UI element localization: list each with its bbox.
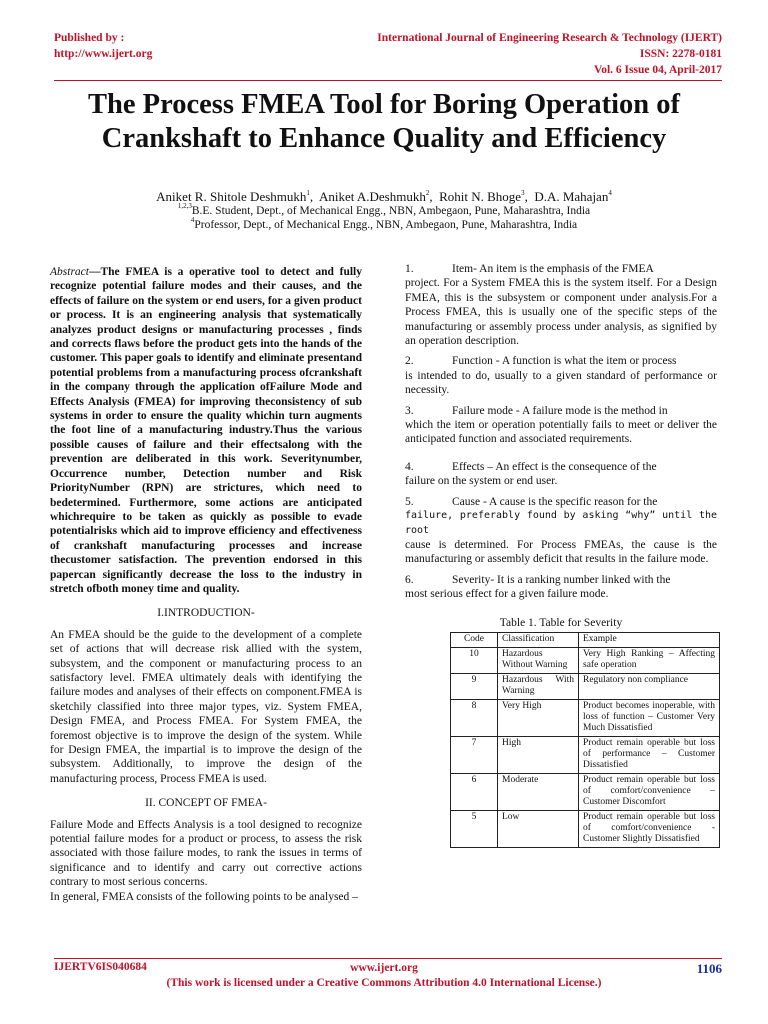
list-number: 6.: [405, 573, 414, 586]
severity-table: [450, 632, 720, 848]
table-cell-example: Product becomes inoperable, with loss of function – Customer Very Much Dissatisfied: [579, 699, 720, 736]
list-number: 1.: [405, 263, 414, 275]
list-number: 2.: [405, 355, 414, 368]
list-item-text: is intended to do, usually to a given standard of performance or necessity.: [405, 369, 717, 397]
table-cell-classification: Low: [498, 810, 579, 847]
published-by-label: Published by :: [54, 32, 125, 44]
author-sup: 3: [521, 188, 525, 197]
author-name: D.A. Mahajan: [534, 189, 609, 204]
list-item-text: which the item or operation potentially fails to meet or deliver the anticipated function and associated requirements.: [405, 419, 717, 446]
table-cell-example: Product remain operable but loss of comfort/convenience - Customer Slightly Dissatisfied: [579, 810, 720, 847]
table-header-cell: Code: [451, 632, 498, 647]
author-sup: 2: [425, 188, 430, 197]
page-number: 1106: [696, 961, 722, 976]
right-column: [405, 262, 717, 848]
list-number: 5.: [405, 495, 414, 508]
paper-title: [30, 88, 738, 156]
table-row: [451, 673, 720, 699]
list-item-severity: [405, 573, 717, 602]
abstract-text: —The FMEA is a operative tool to detect and fully recognize potential failure modes and their causes, and the effects of failure on the system or end users, for a given product or process. It is an engineering analysis that systematically analyzes product designs or manufacturing processes , finds and corrects flaws before the product gets into the hands of the customer. This paper goals to identify and eliminate presentand potential problems from a manufacturing process ofcrankshaft in the company through the application ofFailure Mode and Effects Analysis (FMEA) for improving theconsistency of sub systems in order to ensure the quality whichin turn augments the foot line of a manufacturing industry.Thus the various possible causes of failure and their effectsalong with the prevention are deliberated in this work. Severitynumber, Occurrence number, Detection number and Risk PriorityNumber (RPN) are strictures, which need to bedetermined. Furthermore, some actions are anticipated whichrequire to be taken as quickly as possible to evade potentialrisks which aid to improve efficiency and effectiveness of crankshaft manufacturing processes and increase thecustomer satisfaction. The prevention endorsed in this papercan significantly decrease the loss to the industry in stretch ofboth money time and quality.: [50, 266, 362, 595]
table-cell-classification: Very High: [498, 699, 579, 736]
list-number: 4.: [405, 460, 414, 473]
table-cell-example: Product remain operable but loss of comfort/convenience – Customer Discomfort: [579, 773, 720, 810]
author-name: Aniket A.Deshmukh: [318, 189, 426, 204]
table-cell-classification: Hazardous With Warning: [498, 673, 579, 699]
author-name: Aniket R. Shitole Deshmukh: [156, 189, 307, 204]
journal-header-left: [54, 30, 152, 62]
list-item-text: cause is determined. For Process FMEAs, the cause is the manufacturing or assembly deficit that results in the failure mode.: [405, 538, 717, 566]
list-item-first-line: Failure mode - A failure mode is the method in: [452, 404, 668, 417]
volume-issue-text: Vol. 6 Issue 04, April-2017: [593, 64, 722, 76]
table-cell-code: 7: [451, 736, 498, 773]
concept-points-intro: In general, FMEA consists of the following points to be analysed –: [50, 890, 358, 903]
table-cell-code: 8: [451, 699, 498, 736]
list-item-failure-mode: [405, 404, 717, 447]
paper-id: IJERTV6IS040684: [54, 961, 147, 973]
author-name: Rohit N. Bhoge: [439, 189, 522, 204]
list-item-text: project. For a System FMEA this is the system itself. For a Design FMEA, this is the subsystem or component under analysis.For a Process FMEA, this is usually one of the specific steps of the manufacturing or assembly process under analysis, as signified by an operation description.: [405, 277, 717, 348]
table-cell-code: 6: [451, 773, 498, 810]
list-item-text-mono: failure, preferably found by asking “why” until the root: [405, 510, 717, 536]
author-sup: 4: [608, 188, 612, 197]
abstract-lead: Abstract: [50, 266, 89, 278]
table-cell-code: 5: [451, 810, 498, 847]
table-cell-code: 9: [451, 673, 498, 699]
license-text: (This work is licensed under a Creative Commons Attribution 4.0 International License.): [166, 977, 602, 989]
table-row: [451, 699, 720, 736]
author-list: Aniket R. Shitole Deshmukh$^1$, Aniket A.Deshmukh$^2$, Rohit N. Bhoge$^3$, D.A. Mahajan$^4$: [156, 188, 612, 204]
concept-paragraph: Failure Mode and Effects Analysis is a tool designed to recognize potential failure modes for a product or process, to assess the risk associated with those failure modes, to rank the issues in terms of significance and to identify and carry out corrective actions contrary to most serious concerns.: [50, 818, 362, 889]
issn-text: ISSN: 2278-0181: [639, 48, 722, 60]
list-item-first-line: Severity- It is a ranking number linked with the: [452, 573, 671, 586]
title-line-1: The Process FMEA Tool for Boring Operation of: [88, 89, 680, 120]
footer-url-link[interactable]: www.ijert.org: [350, 962, 418, 974]
list-item-text: most serious effect for a given failure mode.: [405, 588, 609, 601]
table-cell-classification: Hazardous Without Warning: [498, 647, 579, 673]
table-header-cell: Example: [579, 632, 720, 647]
abstract: [50, 265, 362, 596]
affiliation-text: Professor, Dept., of Mechanical Engg., NBN, Ambegaon, Pune, Maharashtra, India: [194, 219, 578, 231]
affiliation-text: B.E. Student, Dept., of Mechanical Engg., NBN, Ambegaon, Pune, Maharashtra, India: [191, 205, 591, 217]
list-item-function: [405, 354, 717, 397]
author-sup: 1: [306, 188, 310, 197]
list-item-cause: [405, 495, 717, 567]
journal-header-right: [377, 30, 722, 78]
table-caption: Table 1. Table for Severity: [499, 616, 623, 629]
section-heading-introduction: I.INTRODUCTION-: [157, 607, 255, 620]
table-cell-example: Very High Ranking – Affecting safe operation: [579, 647, 720, 673]
list-item-first-line: Function - A function is what the item or process: [452, 355, 677, 368]
section-heading-concept: II. CONCEPT OF FMEA-: [145, 797, 267, 810]
journal-name: International Journal of Engineering Research & Technology (IJERT): [377, 32, 722, 44]
affiliation-students: [0, 202, 768, 218]
affiliation-sup: 1,2,3: [177, 202, 192, 211]
table-cell-example: Regulatory non compliance: [579, 673, 720, 699]
affiliation-professor: [0, 216, 768, 232]
list-item-effects: [405, 460, 717, 489]
introduction-paragraph: An FMEA should be the guide to the development of a complete set of actions that will decrease risk allied with the system, subsystem, and the component or manufacturing process to an satisfactory level. FMEA ultimately deals with identifying the failure modes and analyses of their effects on component.FMEA is sketchily classified into three major types, viz. System FMEA, Design FMEA, and Process FMEA. For System FMEA, the foremost objective is to improve the design of the system. While for Design FMEA, the impartial is to improve the design of the subsystem. Additionally, to improve the design of the manufacturing process, Process FMEA is used.: [50, 628, 362, 785]
header-divider: [54, 80, 722, 81]
table-row: [451, 647, 720, 673]
list-item-first-line: Cause - A cause is the specific reason for the: [452, 495, 658, 508]
left-column: [50, 265, 362, 904]
table-row: [451, 810, 720, 847]
list-item-text: failure on the system or end user.: [405, 475, 558, 488]
title-line-2: Crankshaft to Enhance Quality and Efficiency: [101, 123, 667, 154]
footer-divider: [54, 958, 722, 959]
table-cell-classification: Moderate: [498, 773, 579, 810]
table-cell-classification: High: [498, 736, 579, 773]
list-item-first-line: Effects – An effect is the consequence of the: [452, 460, 657, 473]
table-row: [451, 773, 720, 810]
table-header-cell: Classification: [498, 632, 579, 647]
table-cell-example: Product remain operable but loss of performance – Customer Dissatisfied: [579, 736, 720, 773]
table-cell-code: 10: [451, 647, 498, 673]
table-header-row: [451, 632, 720, 647]
affiliation-sup: 4: [190, 216, 195, 225]
table-row: [451, 736, 720, 773]
header-url-link[interactable]: http://www.ijert.org: [54, 48, 153, 60]
list-number: 3.: [405, 404, 414, 417]
footer-center: [0, 961, 768, 991]
list-item-first-line: Item- An item is the emphasis of the FMEA: [452, 263, 654, 275]
list-item-item: [405, 262, 717, 348]
